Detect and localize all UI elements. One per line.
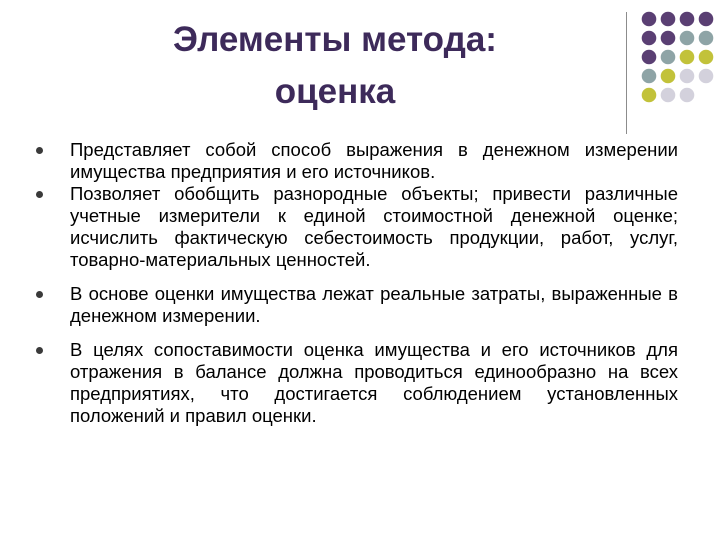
decorative-dot [642, 12, 657, 27]
bullet-text: В целях сопоставимости оценка имущества и его источников для отражения в балансе должна проводиться единообразно на всех предприятиях, что достигается соблюдением установленных положений и правил оценки. [70, 339, 678, 426]
bullet-dot-icon [36, 347, 43, 354]
decorative-dot-grid [641, 11, 720, 121]
bullet-dot-icon [36, 291, 43, 298]
decorative-dot [642, 31, 657, 46]
decorative-dot [642, 88, 657, 103]
bullet-list [36, 139, 678, 427]
decorative-dot [699, 12, 714, 27]
bullet-text: В основе оценки имущества лежат реальные затраты, выраженные в денежном измерении. [70, 283, 678, 326]
decorative-dot [699, 50, 714, 65]
decorative-dot [680, 69, 695, 84]
bullet-text: Представляет собой способ выражения в денежном измерении имущества предприятия и его источников. [70, 139, 678, 182]
slide-title [40, 14, 630, 118]
bullet-dot-icon [36, 191, 43, 198]
bullet-dot-icon [36, 147, 43, 154]
decorative-dot [680, 12, 695, 27]
bullet-item [36, 283, 678, 327]
decorative-dot [680, 50, 695, 65]
bullet-text: Позволяет обобщить разнородные объекты; привести различные учетные измерители к единой стоимостной денежной оценке; исчислить фактическую себестоимость продукции, работ, услуг, товарно-материальных ценностей. [70, 183, 678, 270]
bullet-item [36, 183, 678, 271]
decorative-dot [699, 31, 714, 46]
bullet-item [36, 339, 678, 427]
decorative-dot [642, 69, 657, 84]
decorative-divider-line [626, 12, 627, 134]
decorative-dot [661, 88, 676, 103]
bullet-item [36, 139, 678, 183]
slide-title-line-1: Элементы метода: [173, 20, 497, 59]
decorative-dot [699, 69, 714, 84]
decorative-dot [661, 31, 676, 46]
decorative-dot [680, 31, 695, 46]
decorative-dot [680, 88, 695, 103]
decorative-dot [642, 50, 657, 65]
decorative-dot [661, 50, 676, 65]
decorative-dot [661, 69, 676, 84]
slide-title-line-2: оценка [274, 72, 396, 111]
decorative-dot [661, 12, 676, 27]
